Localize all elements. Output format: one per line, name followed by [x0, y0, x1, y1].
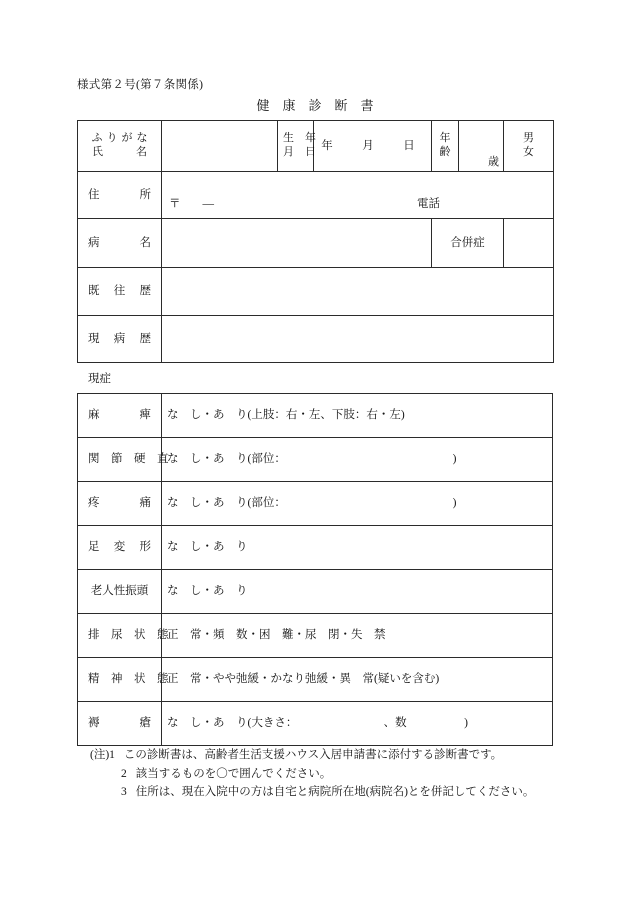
name-label: 氏 名 — [92, 146, 147, 158]
form-number: 様式第２号(第７条関係) — [77, 79, 204, 91]
symptom-options-urination[interactable]: 正 常・頻 数・困 難・尿 閉・失 禁 — [162, 614, 553, 658]
symptom-options-senile-tremor[interactable]: な し・あ り — [162, 570, 553, 614]
name-label-cell — [78, 121, 162, 172]
complication-label: 合併症 — [432, 219, 504, 268]
address-input-cell[interactable] — [162, 172, 554, 219]
symptom-options-bedsore[interactable]: な し・あ り(大きさ： 、数 ) — [162, 702, 553, 746]
symptom-label-senile-tremor: 老人性振頭 — [78, 570, 162, 614]
symptom-options-paralysis[interactable]: な し・あ り(上肢：右・左、下肢：右・左) — [162, 394, 553, 438]
symptom-options-pain[interactable]: な し・あ り(部位： ) — [162, 482, 553, 526]
table-row — [78, 614, 553, 658]
note-item — [77, 765, 577, 784]
symptom-options-mental-state[interactable]: 正 常・やや弛緩・かなり弛緩・異 常(疑いを含む) — [162, 658, 553, 702]
symptom-label-urination: 排 尿 状 態 — [78, 614, 162, 658]
postal-code-icon: 〒 — [169, 198, 181, 210]
dob-label-line2: 月 日 — [283, 146, 316, 158]
age-label-char-2: 齢 — [439, 146, 451, 158]
note-text: 該当するものを〇で囲んでください。 — [135, 767, 332, 780]
dob-input-cell[interactable]: 年 月 日 — [314, 121, 432, 172]
table-row — [78, 482, 553, 526]
symptom-label-pain: 疼 痛 — [78, 482, 162, 526]
table-row — [78, 702, 553, 746]
table-row — [78, 570, 553, 614]
name-input-cell[interactable] — [162, 121, 278, 172]
table-row — [78, 121, 554, 172]
note-text: 住所は、現在入院中の方は自宅と病院所在地(病院名)とを併記してください。 — [135, 786, 535, 799]
age-label-char-1: 年 — [439, 132, 451, 145]
past-history-input-cell[interactable] — [162, 268, 554, 316]
symptom-label-joint-stiffness: 関 節 硬 直 — [78, 438, 162, 482]
age-label-cell — [432, 121, 459, 172]
note-number: 3 — [121, 786, 127, 799]
table-row — [78, 268, 554, 316]
postal-code-dash: — — [202, 198, 214, 210]
table-row — [78, 526, 553, 570]
sex-label-char-1: 男 — [523, 132, 534, 145]
age-input-cell[interactable] — [459, 121, 504, 172]
current-symptoms-table — [77, 393, 553, 746]
dob-label-cell — [278, 121, 314, 172]
address-label: 住 所 — [78, 172, 162, 219]
symptom-options-foot-deformity[interactable]: な し・あ り — [162, 526, 553, 570]
table-row — [78, 172, 554, 219]
table-row — [78, 658, 553, 702]
symptom-label-paralysis: 麻 痺 — [78, 394, 162, 438]
note-text: この診断書は、高齢者生活支援ハウス入居申請書に添付する診断書です。 — [123, 749, 503, 761]
note-prefix: (注) — [90, 749, 110, 761]
address-top-line — [169, 197, 546, 211]
sex-label-cell — [504, 121, 554, 172]
table-row — [78, 219, 554, 268]
current-symptoms-caption: 現症 — [88, 373, 111, 385]
disease-name-input-cell[interactable] — [162, 219, 432, 268]
furigana-label: ふりがな — [91, 132, 152, 145]
symptom-options-joint-stiffness[interactable]: な し・あ り(部位： ) — [162, 438, 553, 482]
table-row — [78, 394, 553, 438]
table-row — [78, 438, 553, 482]
age-unit-label: 歳 — [488, 156, 499, 169]
disease-name-label: 病 名 — [78, 219, 162, 268]
sex-label-char-2: 女 — [523, 146, 534, 158]
present-history-input-cell[interactable] — [162, 316, 554, 363]
note-item — [77, 783, 577, 802]
note-number: 2 — [121, 767, 127, 780]
table-row — [78, 316, 554, 363]
personal-information-table — [77, 120, 554, 363]
notes-block — [77, 746, 577, 802]
symptom-label-mental-state: 精 神 状 態 — [78, 658, 162, 702]
note-item — [77, 746, 577, 765]
symptom-label-foot-deformity: 足 変 形 — [78, 526, 162, 570]
symptom-label-bedsore: 褥 瘡 — [78, 702, 162, 746]
dob-label-line1: 生 年 — [283, 132, 316, 145]
telephone-label: 電話 — [417, 198, 440, 210]
note-number: 1 — [109, 749, 115, 761]
complication-input-cell[interactable] — [504, 219, 554, 268]
past-history-label: 既 往 歴 — [78, 268, 162, 316]
present-history-label: 現 病 歴 — [78, 316, 162, 363]
document-title: 健 康 診 断 書 — [256, 98, 374, 113]
